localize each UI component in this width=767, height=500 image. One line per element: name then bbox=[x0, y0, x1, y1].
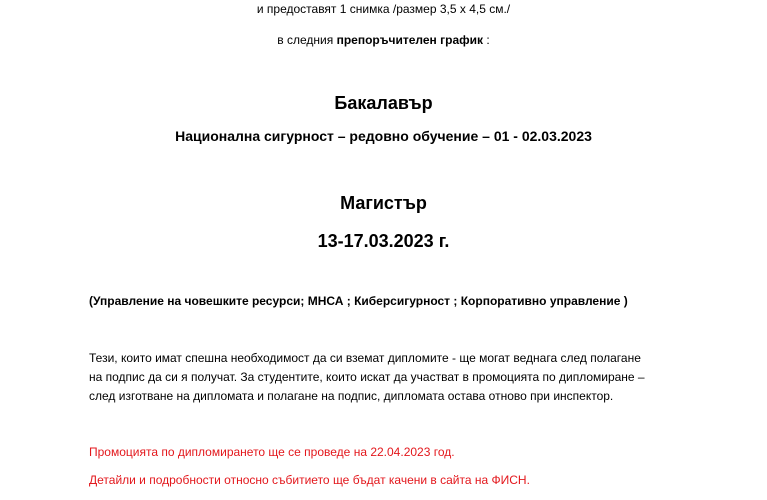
intro-schedule-line bbox=[0, 33, 767, 48]
paragraph-line-1: Тези, които имат спешна необходимост да си вземат дипломите - ще могат веднага след полагане bbox=[89, 351, 641, 365]
notice-details-website: Детайли и подробности относно събитието ще бъдат качени в сайта на ФИСН. bbox=[89, 473, 530, 487]
bachelor-detail: Национална сигурност – редовно обучение – 01 - 02.03.2023 bbox=[175, 128, 592, 144]
intro-schedule-suffix: : bbox=[483, 33, 490, 47]
paragraph-line-3: след изготване на дипломата и полагане на подпис, дипломата остава отново при инспектор. bbox=[89, 389, 614, 403]
intro-schedule-prefix: в следния bbox=[277, 33, 337, 47]
master-heading: Магистър bbox=[340, 193, 427, 213]
master-dates: 13-17.03.2023 г. bbox=[317, 231, 450, 251]
paragraph-line-2: на подпис да си я получат. За студентите, които искат да участват в промоцията по дипломиране – bbox=[89, 370, 645, 384]
bachelor-heading: Бакалавър bbox=[334, 93, 433, 113]
intro-photo-line bbox=[0, 2, 767, 17]
notice-promotion-date: Промоцията по дипломирането ще се проведе на 22.04.2023 год. bbox=[89, 445, 455, 459]
intro-schedule-bold: препоръчителен график bbox=[336, 33, 484, 47]
master-programs: (Управление на човешките ресурси; МНСА ; Киберсигурност ; Корпоративно управление ) bbox=[89, 294, 628, 308]
intro-photo-text: и предоставят 1 снимка /размер 3,5 х 4,5 см./ bbox=[256, 2, 511, 16]
